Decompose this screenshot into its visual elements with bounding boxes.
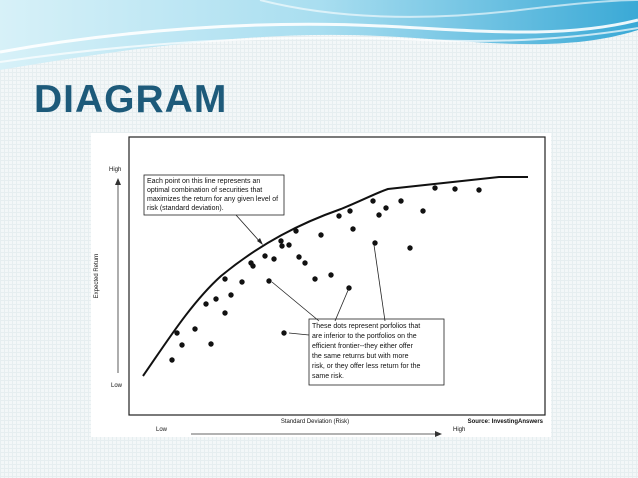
dots-callout-line-2: are inferior to the portfolios on the xyxy=(312,333,417,340)
portfolio-dot xyxy=(328,272,333,277)
portfolio-dot xyxy=(279,243,284,248)
portfolio-dot xyxy=(347,208,352,213)
frontier-callout-arrow xyxy=(236,215,261,243)
portfolio-dot xyxy=(208,341,213,346)
portfolio-dot xyxy=(222,310,227,315)
portfolio-dot xyxy=(228,292,233,297)
portfolio-dot xyxy=(398,198,403,203)
portfolio-dot xyxy=(407,245,412,250)
portfolio-dot xyxy=(420,208,425,213)
portfolio-dot xyxy=(266,278,271,283)
portfolio-dot xyxy=(239,279,244,284)
dots-callout-pointer-3 xyxy=(374,245,385,321)
portfolio-dot xyxy=(222,276,227,281)
dots-callout-line-3: efficient frontier--they either offer xyxy=(312,343,413,350)
dots-callout-line-4: the same returns but with more xyxy=(312,353,409,360)
portfolio-dot xyxy=(370,198,375,203)
portfolio-dot xyxy=(203,301,208,306)
portfolio-dot xyxy=(262,253,267,258)
efficient-frontier-diagram xyxy=(91,133,551,437)
y-axis-high-label: High xyxy=(109,167,122,173)
portfolio-dot xyxy=(250,263,255,268)
portfolio-dot xyxy=(296,254,301,259)
portfolio-dot xyxy=(286,242,291,247)
source-label: Source: InvestingAnswers xyxy=(467,419,543,425)
dots-callout-line-6: same risk. xyxy=(312,373,344,380)
x-axis-high-label: High xyxy=(453,427,466,433)
portfolio-dot xyxy=(372,240,377,245)
frontier-callout-line-4: risk (standard deviation). xyxy=(147,205,224,212)
portfolio-dot xyxy=(179,342,184,347)
portfolio-dot xyxy=(476,187,481,192)
dots-callout-pointer-1 xyxy=(272,282,319,321)
slide-title: DIAGRAM xyxy=(34,78,228,121)
portfolio-dot xyxy=(271,256,276,261)
header-wave-banner xyxy=(0,0,638,80)
portfolio-dot xyxy=(432,185,437,190)
y-axis-low-label: Low xyxy=(111,383,123,389)
portfolio-dot xyxy=(383,205,388,210)
portfolio-dot xyxy=(302,260,307,265)
y-axis-label: Expected Return xyxy=(94,253,100,299)
dots-callout-pointer-4 xyxy=(289,333,309,335)
portfolio-dot xyxy=(312,276,317,281)
dots-callout-line-5: risk, or they offer less return for the xyxy=(312,363,421,370)
portfolio-dot xyxy=(169,357,174,362)
x-axis-label: Standard Deviation (Risk) xyxy=(280,419,350,425)
portfolio-dot xyxy=(350,226,355,231)
portfolio-dot xyxy=(318,232,323,237)
portfolio-dot xyxy=(192,326,197,331)
portfolio-dot xyxy=(293,228,298,233)
x-axis-low-label: Low xyxy=(156,427,168,433)
portfolio-dot xyxy=(174,330,179,335)
portfolio-dot xyxy=(452,186,457,191)
portfolio-dot xyxy=(376,212,381,217)
y-axis-arrowhead xyxy=(115,178,121,185)
portfolio-dot xyxy=(213,296,218,301)
dots-callout-pointer-2 xyxy=(335,288,349,321)
portfolio-dot xyxy=(281,330,286,335)
portfolio-dot xyxy=(278,238,283,243)
x-axis-arrowhead xyxy=(435,431,442,437)
frontier-callout-line-2: optimal combination of securities that xyxy=(147,187,263,194)
frontier-callout-line-1: Each point on this line represents an xyxy=(147,178,261,185)
dots-callout-line-1: These dots represent porfolios that xyxy=(312,323,421,330)
portfolio-dot xyxy=(336,213,341,218)
frontier-callout-line-3: maximizes the return for any given level of xyxy=(147,196,279,203)
